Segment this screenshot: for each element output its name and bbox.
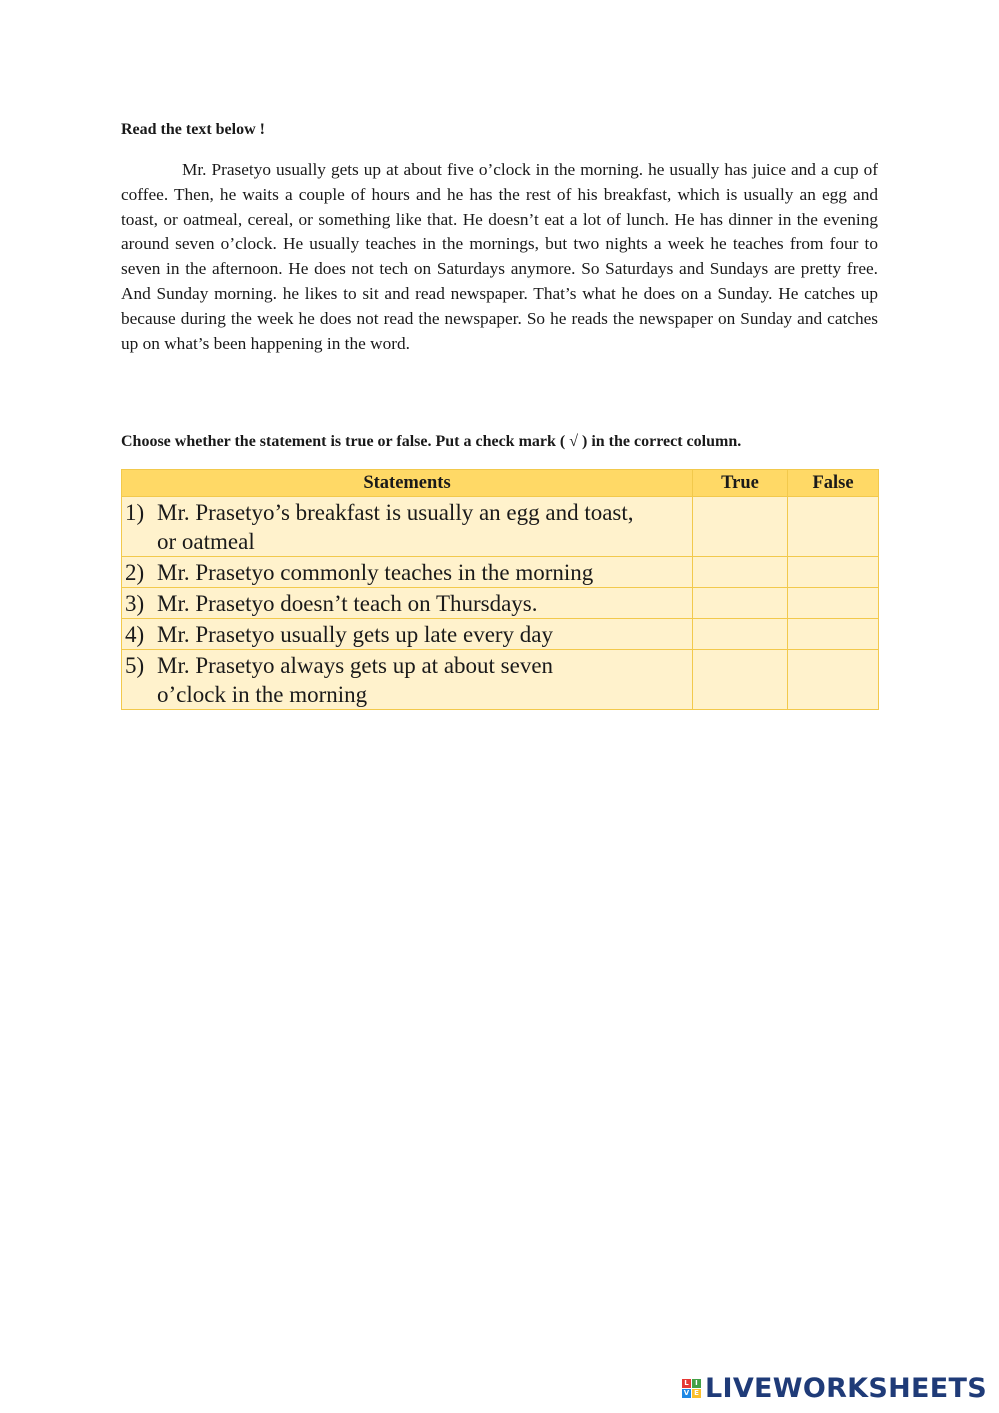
false-check-cell[interactable] xyxy=(788,650,879,710)
true-check-cell[interactable] xyxy=(693,557,788,588)
statement-text: Mr. Prasetyo’s breakfast is usually an egg and toast, or oatmeal xyxy=(157,500,634,554)
liveworksheets-logo[interactable] xyxy=(682,1373,987,1404)
statement-number: 3) xyxy=(125,591,145,616)
reading-passage: Mr. Prasetyo usually gets up at about five o’clock in the morning. he usually has juice and a cup of coffee. Then, he waits a couple of hours and he has the rest of his breakfast, which is usually an egg and toast, or oatmeal, cereal, or something like that. He doesn’t eat a lot of lunch. He has dinner in the evening around seven o’clock. He usually teaches in the mornings, but two nights a week he teaches from four to seven in the afternoon. He does not tech on Saturdays anymore. So Saturdays and Sundays are pretty free. And Sunday morning. he likes to sit and read newspaper. That’s what he does on a Sunday. He catches up because during the week he does not read the newspaper. So he reads the newspaper on Sunday and catches up on what’s been happening in the word. xyxy=(121,160,878,353)
statement-number: 4) xyxy=(125,622,145,647)
statement-cell xyxy=(122,619,693,650)
false-check-cell[interactable] xyxy=(788,497,879,557)
statement-text: Mr. Prasetyo usually gets up late every day xyxy=(157,622,554,647)
statement-number: 2) xyxy=(125,560,145,585)
logo-block: V xyxy=(683,1389,690,1397)
statement-number: 5) xyxy=(125,653,145,678)
statement-text: Mr. Prasetyo always gets up at about seven o’clock in the morning xyxy=(157,653,554,707)
logo-text: LIVEWORKSHEETS xyxy=(704,1373,987,1404)
table-row xyxy=(122,619,879,650)
statement-text: Mr. Prasetyo commonly teaches in the morning xyxy=(157,560,594,585)
task-instruction: Choose whether the statement is true or false. Put a check mark ( √ ) in the correct column. xyxy=(121,433,742,450)
header-statements: Statements xyxy=(122,470,693,497)
logo-block: E xyxy=(692,1389,701,1398)
statement-cell xyxy=(122,557,693,588)
true-false-table xyxy=(121,469,879,710)
table-row xyxy=(122,497,879,557)
table-header-row xyxy=(122,470,879,497)
table-row xyxy=(122,557,879,588)
true-check-cell[interactable] xyxy=(693,497,788,557)
instructions-heading: Read the text below ! xyxy=(121,121,265,138)
false-check-cell[interactable] xyxy=(788,619,879,650)
statement-number: 1) xyxy=(125,500,145,525)
logo-mark-icon xyxy=(682,1379,701,1398)
header-false: False xyxy=(788,470,879,497)
true-check-cell[interactable] xyxy=(693,588,788,619)
statement-cell xyxy=(122,497,693,557)
statement-cell xyxy=(122,588,693,619)
statement-text: Mr. Prasetyo doesn’t teach on Thursdays. xyxy=(157,591,538,616)
true-check-cell[interactable] xyxy=(693,619,788,650)
logo-block: L xyxy=(682,1379,691,1388)
statement-cell xyxy=(122,650,693,710)
header-true: True xyxy=(693,470,788,497)
true-check-cell[interactable] xyxy=(693,650,788,710)
false-check-cell[interactable] xyxy=(788,588,879,619)
table-row xyxy=(122,650,879,710)
logo-block: I xyxy=(692,1379,701,1388)
false-check-cell[interactable] xyxy=(788,557,879,588)
table-row xyxy=(122,588,879,619)
